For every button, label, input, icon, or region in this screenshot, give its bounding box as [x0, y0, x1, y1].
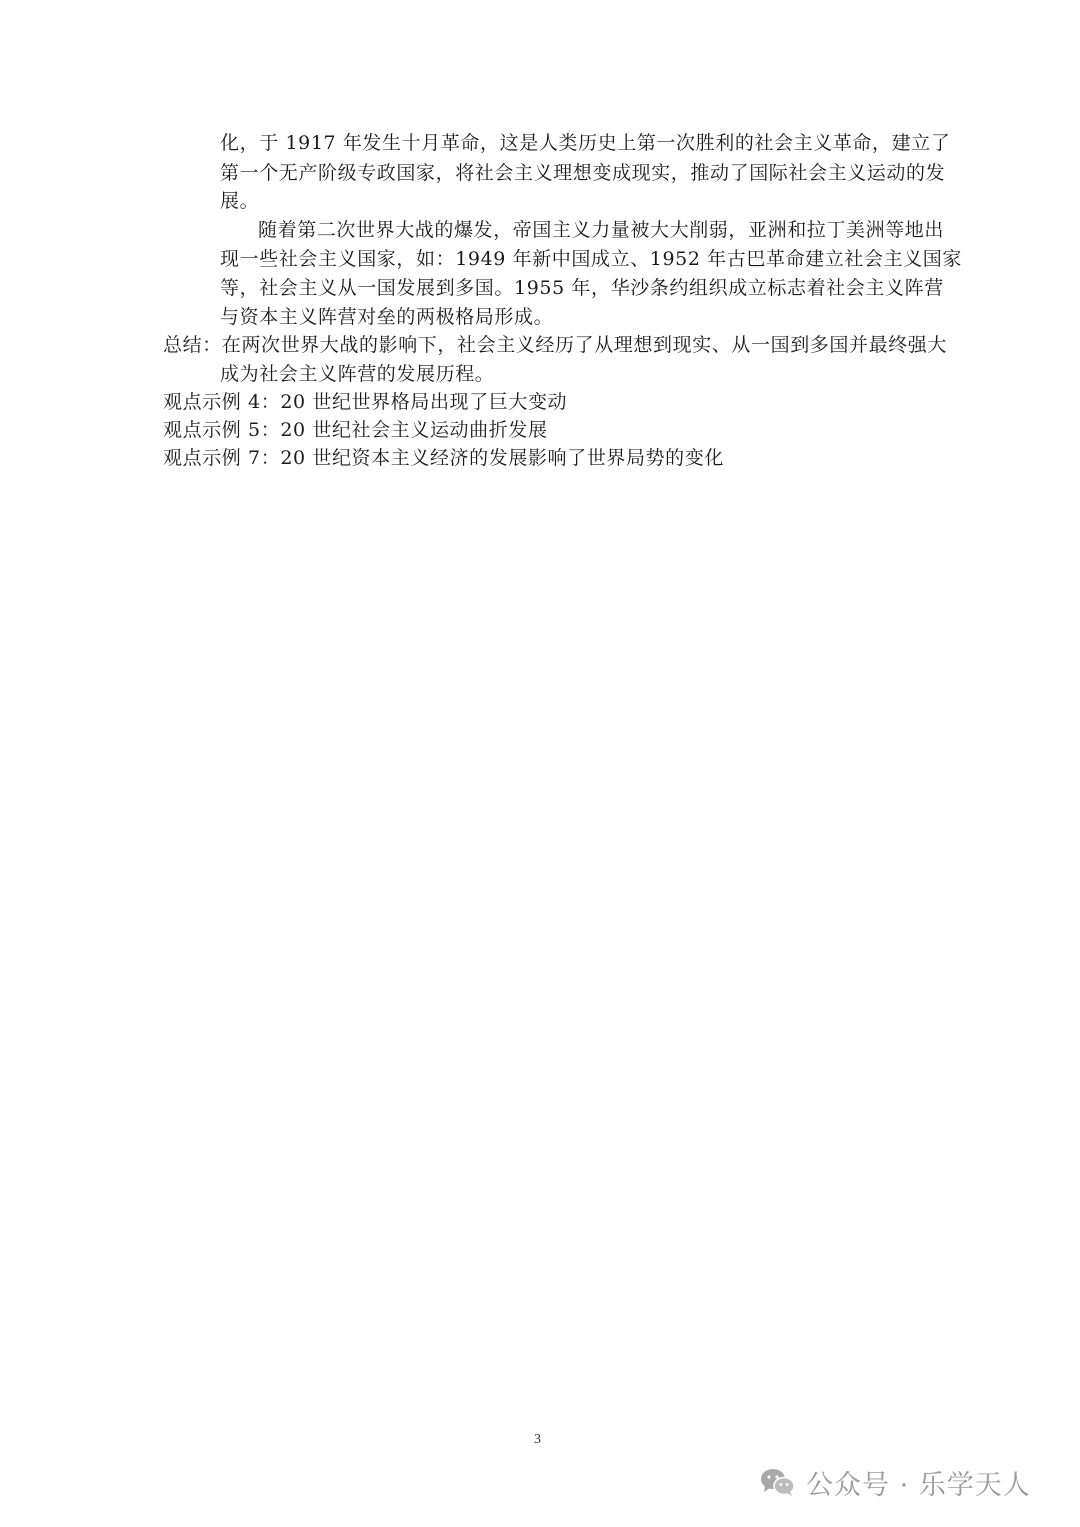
- para1-line-3: 展。: [220, 190, 260, 212]
- example-5: 观点示例 5：20 世纪社会主义运动曲折发展: [163, 419, 548, 441]
- para1-line-1: 化，于 1917 年发生十月革命，这是人类历史上第一次胜利的社会主义革命，建立了: [220, 132, 951, 154]
- para2-line-4: 与资本主义阵营对垒的两极格局形成。: [220, 306, 554, 328]
- watermark: [760, 1462, 1031, 1502]
- para1-line-2: 第一个无产阶级专政国家，将社会主义理想变成现实，推动了国际社会主义运动的发: [220, 162, 946, 184]
- para2-line-2: 现一些社会主义国家，如：1949 年新中国成立、1952 年古巴革命建立社会主义国家: [220, 248, 962, 270]
- watermark-text: 公众号 · 乐学天人: [806, 1469, 1031, 1501]
- para2-line-1: 随着第二次世界大战的爆发，帝国主义力量被大大削弱，亚洲和拉丁美洲等地出: [258, 219, 945, 241]
- summary-line-1: 总结：在两次世界大战的影响下，社会主义经历了从理想到现实、从一国到多国并最终强大: [163, 334, 948, 356]
- example-7: 观点示例 7：20 世纪资本主义经济的发展影响了世界局势的变化: [163, 447, 724, 469]
- para2-line-3: 等，社会主义从一国发展到多国。1955 年，华沙条约组织成立标志着社会主义阵营: [220, 277, 944, 299]
- wechat-icon: [760, 1467, 796, 1497]
- example-4: 观点示例 4：20 世纪世界格局出现了巨大变动: [163, 391, 568, 413]
- summary-line-2: 成为社会主义阵营的发展历程。: [220, 363, 495, 385]
- page-number: 3: [534, 1432, 541, 1447]
